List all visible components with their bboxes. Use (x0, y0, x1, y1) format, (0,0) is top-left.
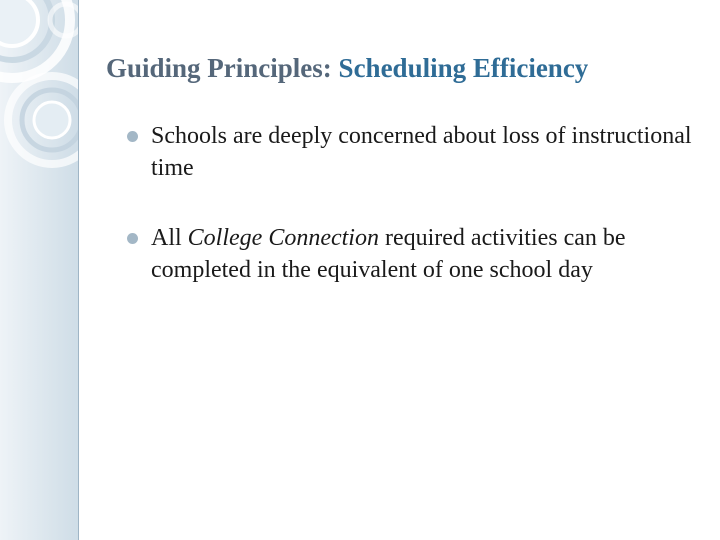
title-prefix: Guiding Principles: (106, 53, 332, 83)
bullet-dot-icon (127, 233, 138, 244)
side-panel (0, 0, 79, 540)
bullet-text: Schools are deeply concerned about loss of instructional time (151, 123, 692, 181)
bullet-list (127, 120, 707, 324)
title-highlight: Scheduling Efficiency (338, 53, 589, 83)
bullet-text (151, 225, 626, 283)
slide-title (106, 50, 588, 86)
bullet-item (127, 120, 707, 184)
bullet-dot-icon (127, 131, 138, 142)
program-name: College Connection (187, 225, 379, 251)
bullet-text-before: All (151, 225, 188, 251)
concentric-circles-decoration-icon (0, 0, 78, 540)
bullet-text-after: required activities can be completed in the equivalent of one school day (151, 225, 626, 283)
bullet-item (127, 222, 707, 286)
